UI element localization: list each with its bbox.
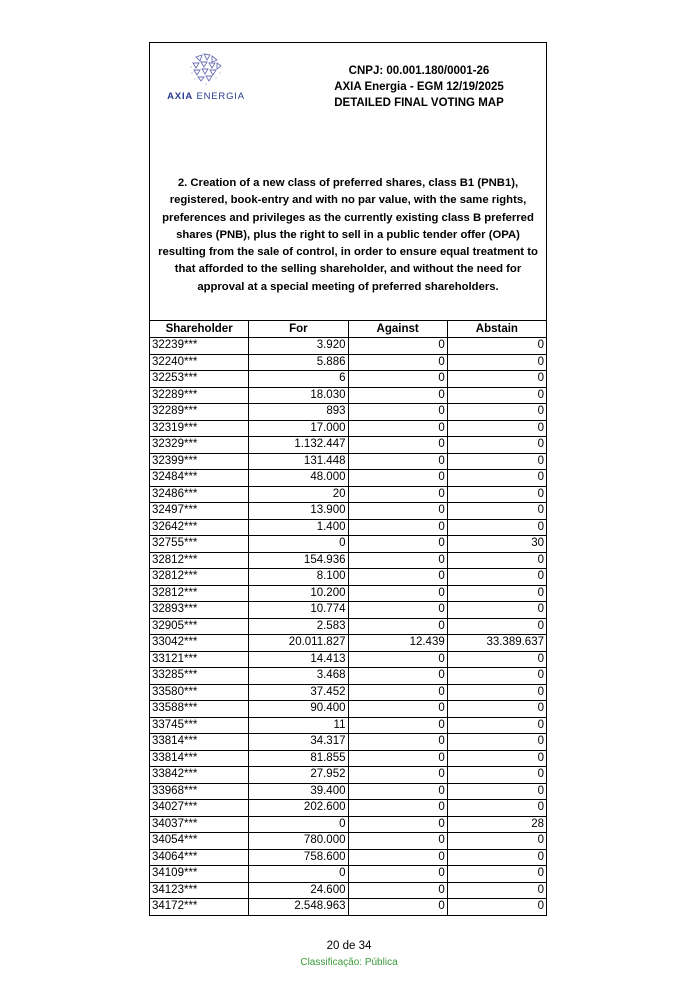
cell-against: 0: [348, 783, 447, 800]
table-row: [150, 635, 547, 652]
cell-abstain: 0: [447, 882, 546, 899]
logo-brand-bold: AXIA: [167, 91, 194, 102]
cell-abstain: 0: [447, 833, 546, 850]
cell-shareholder: 32289***: [150, 404, 249, 421]
table-row: [150, 882, 547, 899]
cell-abstain: 0: [447, 767, 546, 784]
cell-against: 0: [348, 354, 447, 371]
table-row: [150, 486, 547, 503]
cell-shareholder: 34064***: [150, 849, 249, 866]
cell-shareholder: 32486***: [150, 486, 249, 503]
cell-abstain: 0: [447, 684, 546, 701]
table-row: [150, 618, 547, 635]
meeting-line: AXIA Energia - EGM 12/19/2025: [334, 81, 504, 93]
cell-for: 780.000: [249, 833, 348, 850]
cell-shareholder: 32239***: [150, 338, 249, 355]
cell-abstain: 0: [447, 486, 546, 503]
cell-for: 0: [249, 866, 348, 883]
table-row: [150, 602, 547, 619]
header-info: [300, 63, 538, 111]
cell-for: 6: [249, 371, 348, 388]
company-logo: [162, 51, 250, 102]
cell-for: 20: [249, 486, 348, 503]
cell-against: 0: [348, 552, 447, 569]
cnpj-line: CNPJ: 00.001.180/0001-26: [348, 65, 490, 77]
table-row: [150, 453, 547, 470]
table-row: [150, 338, 547, 355]
cell-for: 11: [249, 717, 348, 734]
cell-for: 37.452: [249, 684, 348, 701]
cell-for: 3.920: [249, 338, 348, 355]
cell-shareholder: 32893***: [150, 602, 249, 619]
table-row: [150, 800, 547, 817]
table-row: [150, 371, 547, 388]
page-number: 20 de 34: [326, 940, 372, 952]
cell-for: 8.100: [249, 569, 348, 586]
cell-against: 0: [348, 338, 447, 355]
table-header-row: [150, 321, 547, 338]
column-header-against: Against: [348, 321, 447, 338]
cell-shareholder: 33842***: [150, 767, 249, 784]
cell-abstain: 0: [447, 569, 546, 586]
cell-abstain: 0: [447, 503, 546, 520]
cell-against: 0: [348, 734, 447, 751]
table-row: [150, 552, 547, 569]
cell-for: 202.600: [249, 800, 348, 817]
cell-for: 81.855: [249, 750, 348, 767]
document-title: DETAILED FINAL VOTING MAP: [334, 97, 504, 109]
cell-against: 0: [348, 486, 447, 503]
table-row: [150, 387, 547, 404]
cell-abstain: 0: [447, 651, 546, 668]
table-row: [150, 899, 547, 916]
table-row: [150, 503, 547, 520]
cell-shareholder: 33580***: [150, 684, 249, 701]
cell-against: 0: [348, 602, 447, 619]
cell-abstain: 0: [447, 668, 546, 685]
cell-against: 0: [348, 816, 447, 833]
table-row: [150, 717, 547, 734]
cell-for: 131.448: [249, 453, 348, 470]
cell-against: 0: [348, 866, 447, 883]
table-row: [150, 536, 547, 553]
cell-for: 39.400: [249, 783, 348, 800]
cell-abstain: 0: [447, 800, 546, 817]
cell-against: 0: [348, 437, 447, 454]
cell-shareholder: 32812***: [150, 552, 249, 569]
logo-brand-rest: ENERGIA: [193, 91, 245, 102]
cell-shareholder: 32289***: [150, 387, 249, 404]
cell-shareholder: 33042***: [150, 635, 249, 652]
cell-abstain: 0: [447, 338, 546, 355]
cell-shareholder: 32642***: [150, 519, 249, 536]
classification-label: Classificação: Pública: [300, 957, 398, 968]
cell-abstain: 0: [447, 717, 546, 734]
table-row: [150, 404, 547, 421]
column-header-shareholder: Shareholder: [150, 321, 249, 338]
cell-shareholder: 32497***: [150, 503, 249, 520]
cell-shareholder: 33968***: [150, 783, 249, 800]
cell-shareholder: 32319***: [150, 420, 249, 437]
table-row: [150, 750, 547, 767]
cell-abstain: 0: [447, 437, 546, 454]
table-row: [150, 684, 547, 701]
cell-against: 0: [348, 420, 447, 437]
cell-against: 0: [348, 470, 447, 487]
table-row: [150, 585, 547, 602]
sphere-network-logo-icon: [186, 51, 226, 87]
cell-abstain: 30: [447, 536, 546, 553]
cell-shareholder: 32484***: [150, 470, 249, 487]
cell-shareholder: 33588***: [150, 701, 249, 718]
cell-against: 0: [348, 503, 447, 520]
cell-abstain: 0: [447, 866, 546, 883]
document-header-box: [149, 42, 547, 320]
cell-for: 17.000: [249, 420, 348, 437]
cell-shareholder: 34123***: [150, 882, 249, 899]
table-row: [150, 833, 547, 850]
cell-for: 48.000: [249, 470, 348, 487]
table-row: [150, 849, 547, 866]
table-row: [150, 866, 547, 883]
cell-shareholder: 34037***: [150, 816, 249, 833]
column-header-abstain: Abstain: [447, 321, 546, 338]
cell-against: 0: [348, 404, 447, 421]
cell-for: 1.400: [249, 519, 348, 536]
agenda-item-text: 2. Creation of a new class of preferred shares, class B1 (PNB1), registered, book-entry and with no par value, with the same rights, preferences and privileges as the currently existing class B preferred shares (PNB), plus the right to sell in a public tender offer (OPA) resulting from the sale of control, in order to ensure equal treatment to that afforded to the selling shareholder, and without the need for approval at a special meeting of preferred shareholders.: [158, 177, 538, 293]
cell-shareholder: 32399***: [150, 453, 249, 470]
cell-against: 0: [348, 833, 447, 850]
table-row: [150, 354, 547, 371]
cell-against: 0: [348, 882, 447, 899]
cell-against: 0: [348, 536, 447, 553]
cell-shareholder: 34172***: [150, 899, 249, 916]
cell-against: 0: [348, 453, 447, 470]
cell-abstain: 0: [447, 420, 546, 437]
cell-against: 0: [348, 717, 447, 734]
table-row: [150, 651, 547, 668]
table-row: [150, 701, 547, 718]
cell-abstain: 0: [447, 519, 546, 536]
cell-for: 758.600: [249, 849, 348, 866]
cell-shareholder: 32253***: [150, 371, 249, 388]
cell-for: 0: [249, 816, 348, 833]
cell-abstain: 0: [447, 899, 546, 916]
cell-for: 14.413: [249, 651, 348, 668]
cell-abstain: 0: [447, 849, 546, 866]
cell-abstain: 0: [447, 602, 546, 619]
cell-abstain: 33.389.637: [447, 635, 546, 652]
logo-wordmark: [162, 91, 250, 102]
table-row: [150, 420, 547, 437]
cell-abstain: 0: [447, 470, 546, 487]
cell-shareholder: 33121***: [150, 651, 249, 668]
cell-abstain: 0: [447, 618, 546, 635]
cell-against: 0: [348, 618, 447, 635]
table-row: [150, 668, 547, 685]
cell-against: 0: [348, 849, 447, 866]
cell-against: 0: [348, 569, 447, 586]
cell-abstain: 0: [447, 387, 546, 404]
cell-for: 10.200: [249, 585, 348, 602]
cell-against: 0: [348, 750, 447, 767]
table-row: [150, 783, 547, 800]
cell-abstain: 0: [447, 552, 546, 569]
cell-abstain: 0: [447, 585, 546, 602]
cell-for: 3.468: [249, 668, 348, 685]
cell-shareholder: 32240***: [150, 354, 249, 371]
cell-abstain: 0: [447, 453, 546, 470]
cell-against: 0: [348, 519, 447, 536]
voting-table: [149, 320, 547, 916]
cell-shareholder: 32755***: [150, 536, 249, 553]
table-row: [150, 569, 547, 586]
cell-for: 90.400: [249, 701, 348, 718]
cell-against: 0: [348, 701, 447, 718]
cell-against: 0: [348, 767, 447, 784]
cell-for: 2.583: [249, 618, 348, 635]
cell-for: 893: [249, 404, 348, 421]
cell-abstain: 0: [447, 750, 546, 767]
voting-map-page: [149, 42, 547, 916]
cell-for: 18.030: [249, 387, 348, 404]
cell-shareholder: 33745***: [150, 717, 249, 734]
cell-shareholder: 32812***: [150, 569, 249, 586]
table-row: [150, 734, 547, 751]
cell-against: 0: [348, 585, 447, 602]
table-row: [150, 437, 547, 454]
cell-abstain: 0: [447, 404, 546, 421]
cell-abstain: 0: [447, 734, 546, 751]
table-row: [150, 767, 547, 784]
cell-for: 20.011.827: [249, 635, 348, 652]
cell-shareholder: 32329***: [150, 437, 249, 454]
cell-for: 154.936: [249, 552, 348, 569]
cell-abstain: 0: [447, 701, 546, 718]
cell-shareholder: 33285***: [150, 668, 249, 685]
cell-shareholder: 32812***: [150, 585, 249, 602]
cell-shareholder: 32905***: [150, 618, 249, 635]
cell-abstain: 0: [447, 371, 546, 388]
cell-against: 0: [348, 668, 447, 685]
cell-against: 0: [348, 651, 447, 668]
cell-shareholder: 34027***: [150, 800, 249, 817]
cell-abstain: 28: [447, 816, 546, 833]
cell-against: 0: [348, 684, 447, 701]
cell-shareholder: 33814***: [150, 750, 249, 767]
cell-against: 0: [348, 899, 447, 916]
table-row: [150, 816, 547, 833]
cell-against: 12.439: [348, 635, 447, 652]
cell-for: 34.317: [249, 734, 348, 751]
table-row: [150, 519, 547, 536]
cell-abstain: 0: [447, 783, 546, 800]
cell-shareholder: 34054***: [150, 833, 249, 850]
cell-abstain: 0: [447, 354, 546, 371]
column-header-for: For: [249, 321, 348, 338]
cell-for: 10.774: [249, 602, 348, 619]
table-row: [150, 470, 547, 487]
cell-shareholder: 34109***: [150, 866, 249, 883]
cell-against: 0: [348, 371, 447, 388]
cell-for: 13.900: [249, 503, 348, 520]
cell-shareholder: 33814***: [150, 734, 249, 751]
cell-for: 0: [249, 536, 348, 553]
cell-against: 0: [348, 800, 447, 817]
table-body: [150, 338, 547, 916]
cell-for: 1.132.447: [249, 437, 348, 454]
cell-for: 24.600: [249, 882, 348, 899]
cell-for: 27.952: [249, 767, 348, 784]
cell-against: 0: [348, 387, 447, 404]
cell-for: 2.548.963: [249, 899, 348, 916]
cell-for: 5.886: [249, 354, 348, 371]
